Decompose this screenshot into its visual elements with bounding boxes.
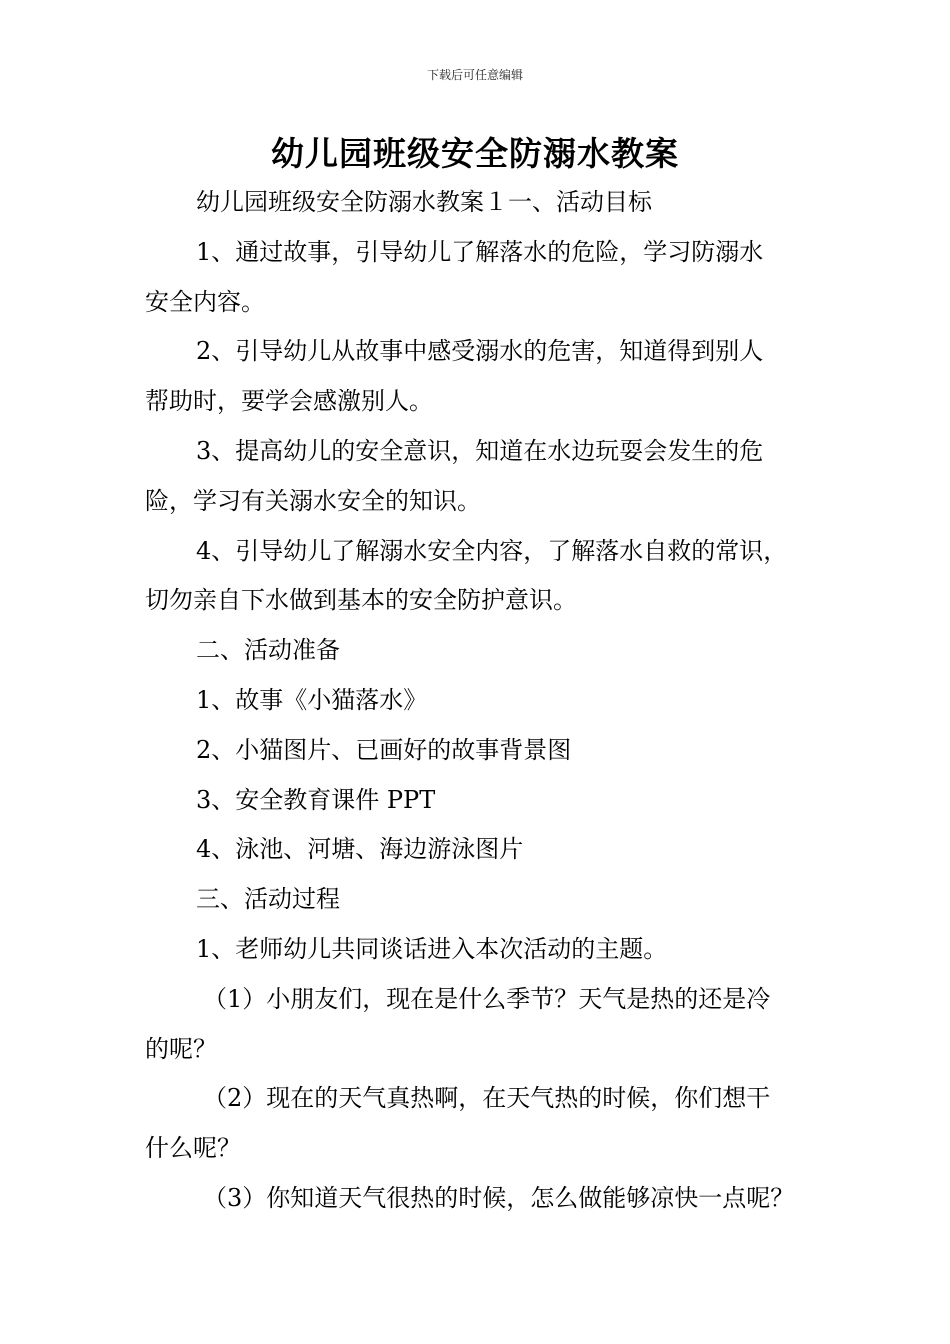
text-line: 1、故事《小猫落水》 — [196, 685, 428, 714]
text-line: 3、提高幼儿的安全意识，知道在水边玩耍会发生的危 — [196, 436, 764, 465]
document-body — [145, 178, 835, 1224]
text-line: 1、通过故事，引导幼儿了解落水的危险，学习防溺水 — [196, 237, 764, 266]
document-title: 幼儿园班级安全防溺水教案 — [271, 134, 679, 173]
text-line: 幼儿园班级安全防溺水教案１一、活动目标 — [196, 188, 652, 216]
text-line: 4、引导幼儿了解溺水安全内容，了解落水自救的常识， — [196, 536, 788, 565]
text-line: 4、泳池、河塘、海边游泳图片 — [196, 835, 524, 864]
text-line: 切勿亲自下水做到基本的安全防护意识。 — [145, 586, 577, 615]
text-line: 的呢？ — [145, 1034, 217, 1063]
text-line: 险，学习有关溺水安全的知识。 — [145, 486, 481, 515]
text-line: 帮助时，要学会感激别人。 — [145, 387, 433, 416]
text-line: （2）现在的天气真热啊，在天气热的时候，你们想干 — [203, 1084, 771, 1113]
text-line: （3）你知道天气很热的时候，怎么做能够凉快一点呢？ — [203, 1183, 795, 1212]
text-line: 1、老师幼儿共同谈话进入本次活动的主题。 — [196, 934, 668, 963]
section-heading: 二、活动准备 — [196, 636, 340, 665]
text-line: 2、小猫图片、已画好的故事背景图 — [196, 735, 572, 764]
text-line: 安全内容。 — [145, 287, 265, 316]
text-line: （1）小朋友们，现在是什么季节？天气是热的还是冷 — [203, 984, 771, 1013]
text-line: 什么呢？ — [145, 1134, 241, 1163]
header-note: 下载后可任意编辑 — [426, 68, 523, 82]
text-line: 2、引导幼儿从故事中感受溺水的危害，知道得到别人 — [196, 337, 764, 366]
text-line: 3、安全教育课件 PPT — [196, 785, 436, 814]
section-heading: 三、活动过程 — [196, 885, 340, 914]
